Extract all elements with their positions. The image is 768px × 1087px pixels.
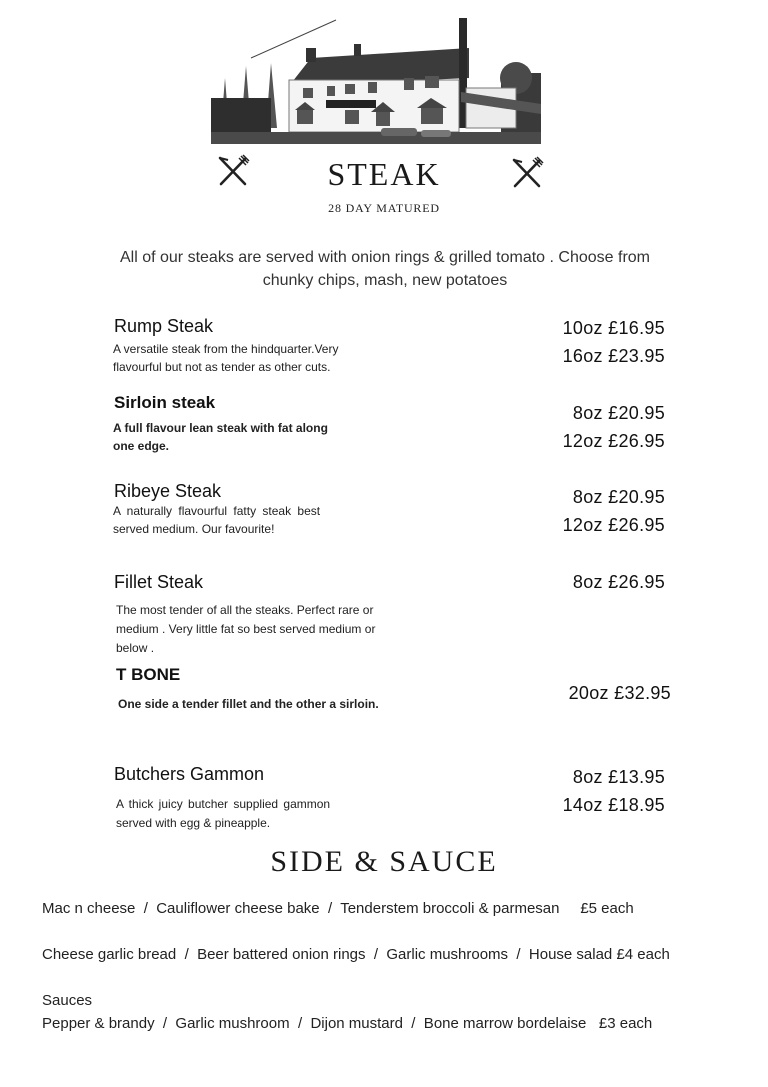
item-name-gammon: Butchers Gammon [114, 764, 265, 784]
price: 12oz £26.95 [562, 515, 665, 535]
item-name-tbone: T BONE [116, 665, 181, 684]
desc-line: One side a tender fillet and the other a sirloin. [118, 697, 379, 711]
desc-line: medium . Very little fat so best served medium or [116, 622, 376, 636]
intro-line: chunky chips, mash, new potatoes [262, 272, 508, 289]
price: 14oz £18.95 [562, 795, 665, 815]
price: 8oz £13.95 [572, 767, 665, 787]
desc-line: flavourful but not as tender as other cuts. [113, 360, 331, 374]
intro-line: All of our steaks are served with onion rings & grilled tomato . Choose from [119, 249, 651, 266]
desc-line: A thick juicy butcher supplied gammon [116, 797, 331, 811]
item-name-sirloin: Sirloin steak [114, 393, 216, 412]
item-name-ribeye: Ribeye Steak [114, 481, 222, 501]
sauces-label: Sauces [42, 992, 93, 1009]
desc-line: served medium. Our favourite! [113, 522, 275, 536]
price: 8oz £20.95 [572, 403, 665, 423]
item-name-fillet: Fillet Steak [114, 572, 204, 592]
price: 12oz £26.95 [562, 431, 665, 451]
item-desc-rump [113, 340, 408, 358]
item-name-rump: Rump Steak [114, 316, 214, 336]
desc-line: below . [116, 641, 155, 655]
price: 8oz £26.95 [572, 572, 665, 592]
desc-line: served with egg & pineapple. [116, 816, 271, 830]
price: 10oz £16.95 [562, 318, 665, 338]
desc-line: The most tender of all the steaks. Perfect rare or [116, 603, 374, 617]
sauces-line: Pepper & brandy / Garlic mushroom / Dijon mustard / Bone marrow bordelaise £3 each [42, 1015, 653, 1032]
desc-line: A naturally flavourful fatty steak best [113, 504, 321, 518]
page-subtitle: 28 DAY MATURED [328, 201, 440, 215]
desc-line: A full flavour lean steak with fat along [113, 421, 328, 435]
price: 16oz £23.95 [562, 346, 665, 366]
desc-line: one edge. [113, 439, 170, 453]
page-title: STEAK [327, 156, 441, 192]
sides-line: Mac n cheese / Cauliflower cheese bake / Tenderstem broccoli & parmesan £5 each [42, 900, 634, 917]
section-title-sides: SIDE & SAUCE [270, 845, 498, 878]
desc-line: A versatile steak from the hindquarter.Very [113, 342, 339, 356]
intro-text [80, 246, 690, 292]
price: 8oz £20.95 [572, 487, 665, 507]
pub-illustration [211, 18, 541, 144]
price: 20oz £32.95 [568, 683, 671, 703]
sides-line: Cheese garlic bread / Beer battered onion rings / Garlic mushrooms / House salad £4 each [42, 946, 670, 963]
